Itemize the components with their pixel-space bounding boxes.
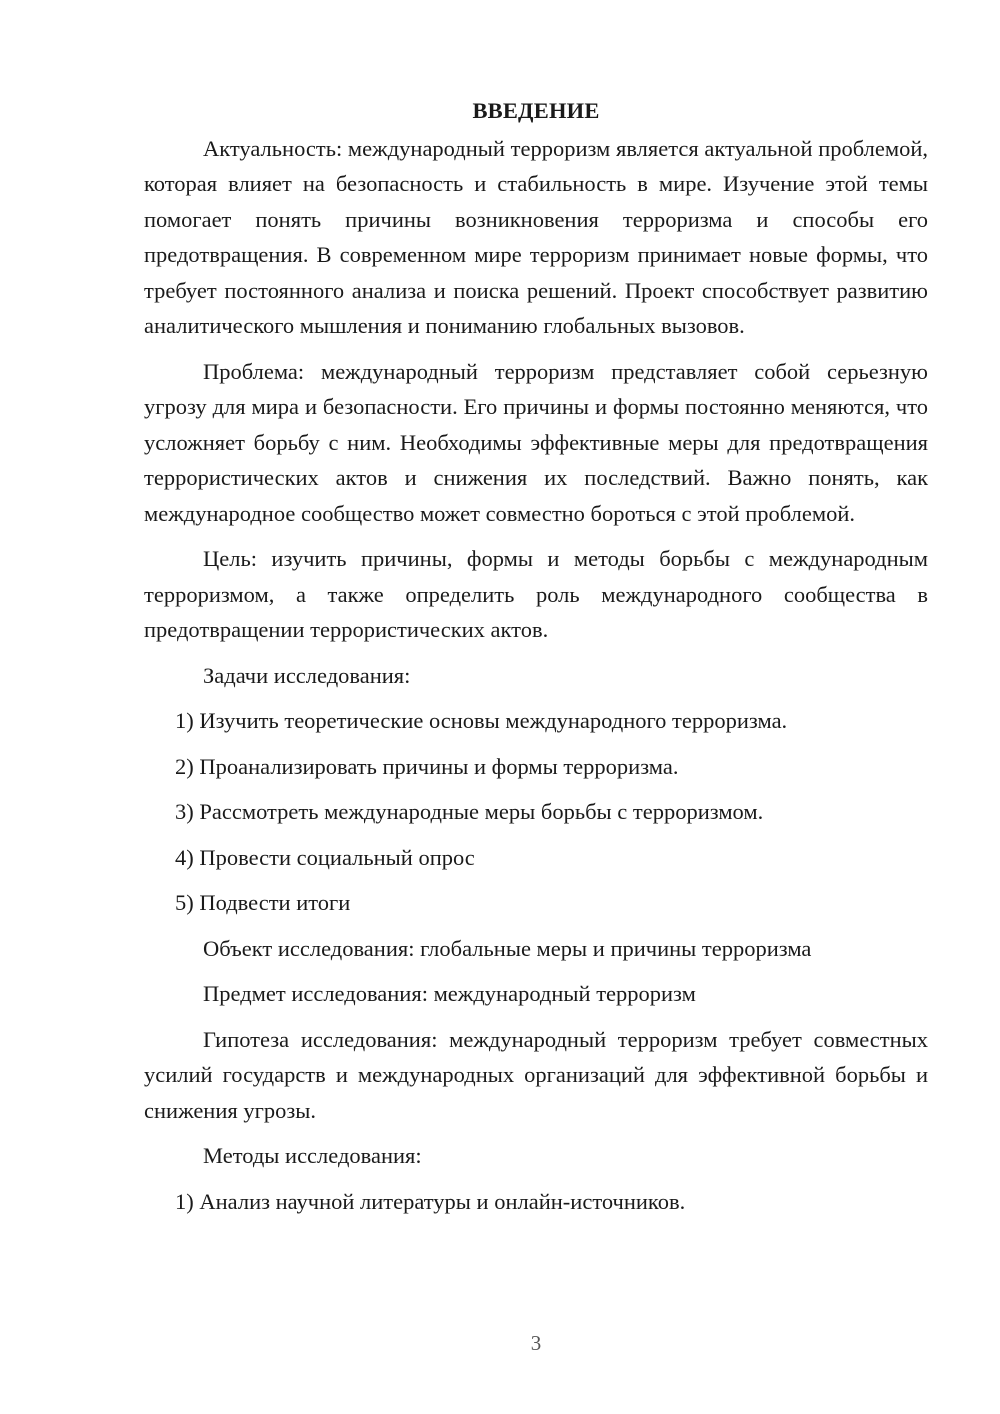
task-item: 2) Проанализировать причины и формы терроризма. (175, 753, 679, 779)
methods-heading: Методы исследования: (203, 1143, 422, 1168)
tasks-heading: Задачи исследования: (203, 662, 411, 688)
section-title: ВВЕДЕНИЕ (472, 98, 600, 123)
goal-paragraph: Цель: изучить причины, формы и методы борьбы с международным терроризмом, а также определить роль международного сообщества в предотвращении террористических актов. (144, 546, 928, 642)
problem-paragraph: Проблема: международный терроризм представляет собой серьезную угрозу для мира и безопасности. Его причины и формы постоянно меняются, что усложняет борьбу с ним. Необходимы эффективные меры для предотвращения террористических актов и снижения их последствий. Важно понять, как международное сообщество может совместно бороться с этой проблемой. (144, 358, 928, 526)
research-subject: Предмет исследования: международный терроризм (203, 981, 696, 1006)
task-item: 5) Подвести итоги (175, 890, 351, 915)
relevance-paragraph: Актуальность: международный терроризм является актуальной проблемой, которая влияет на безопасность и стабильность в мире. Изучение этой темы помогает понять причины возникновения терроризма и способы его предотвращения. В современном мире терроризм принимает новые формы, что требует постоянного анализа и поиска решений. Проект способствует развитию аналитического мышления и пониманию глобальных вызовов. (144, 135, 928, 338)
hypothesis-paragraph: Гипотеза исследования: международный терроризм требует совместных усилий государств и международных организаций для эффективной борьбы и снижения угрозы. (144, 1026, 928, 1123)
method-item: 1) Анализ научной литературы и онлайн-источников. (175, 1188, 686, 1214)
task-item: 1) Изучить теоретические основы международного терроризма. (175, 708, 788, 733)
task-item: 3) Рассмотреть международные меры борьбы с терроризмом. (175, 799, 764, 824)
page-content (144, 93, 928, 1229)
research-object: Объект исследования: глобальные меры и причины терроризма (203, 935, 812, 961)
page-number: 3 (530, 1331, 542, 1355)
task-item: 4) Провести социальный опрос (175, 844, 475, 870)
